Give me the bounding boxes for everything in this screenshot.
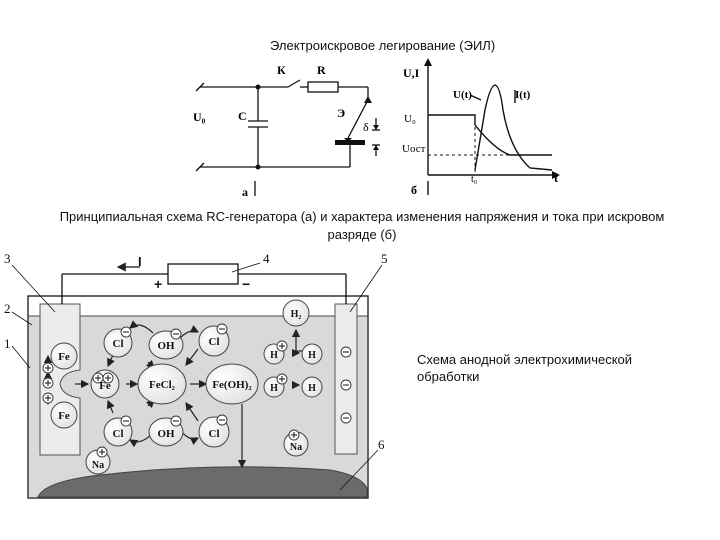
capacitor-c-label: C [238, 109, 247, 123]
i-curve-label: I(t) [515, 89, 531, 101]
callout-5: 5 [381, 251, 388, 266]
ion-na-left-label: Na [91, 460, 105, 471]
graph-y-axis-label: U,I [403, 66, 420, 80]
resistor-r-label: R [317, 63, 326, 77]
panel-a-label: а [242, 185, 248, 199]
ion-oh-upper-label: OH [157, 340, 175, 352]
ion-fe-center-label: Fe [99, 380, 111, 392]
ion-h-right-bottom-label: H [308, 383, 316, 394]
electrode-e-label: Э [337, 106, 346, 120]
panel-b-label: б [411, 183, 417, 197]
ion-cl-lower-left-label: Cl [112, 428, 124, 440]
ion-h-left-top-label: H [270, 350, 278, 361]
middle-caption: Принципиальная схема RC-генератора (а) и характера изменения напряжения и тока при искровом разряде (б) [59, 209, 665, 242]
ion-h-left-bottom-label: H [270, 383, 278, 394]
callout-1: 1 [4, 336, 11, 351]
graph-t-label: t [554, 171, 558, 185]
ion-fe-top-label: Fe [58, 351, 70, 363]
graph-uost-label: Uост [402, 143, 426, 155]
ion-cl-upper-right-label: Cl [208, 336, 220, 348]
delta-label: δ [363, 120, 369, 134]
callout-6: 6 [378, 437, 385, 452]
ion-fe-bottom-label: Fe [58, 410, 70, 422]
u0-label: U₀ [193, 110, 206, 124]
molecule-feoh2-label: Fe(OH)₂ [212, 379, 252, 391]
minus-terminal: − [242, 276, 251, 292]
graph-t0-label: t₀ [471, 174, 478, 185]
right-caption: Схема анодной электрохимической обработки [417, 352, 633, 384]
switch-k-label: К [277, 63, 286, 77]
callout-4: 4 [263, 251, 270, 266]
ion-cl-lower-right-label: Cl [208, 428, 220, 440]
ion-oh-lower-label: OH [157, 428, 175, 440]
ion-cl-upper-left-label: Cl [112, 338, 124, 350]
ion-na-right-label: Na [289, 442, 303, 453]
callout-2: 2 [4, 301, 11, 316]
plus-terminal: + [154, 276, 163, 292]
molecule-h2-label: H₂ [290, 309, 302, 320]
u-curve-label: U(t) [453, 89, 472, 101]
top-title: Электроискровое легирование (ЭИЛ) [270, 38, 496, 53]
cathode-electrode [335, 304, 357, 454]
current-label: I [138, 254, 142, 269]
graph-u0-label: U₀ [404, 113, 416, 125]
molecule-fecl2-label: FeCl₂ [149, 379, 175, 391]
ion-h-right-top-label: H [308, 350, 316, 361]
callout-3: 3 [4, 251, 11, 266]
